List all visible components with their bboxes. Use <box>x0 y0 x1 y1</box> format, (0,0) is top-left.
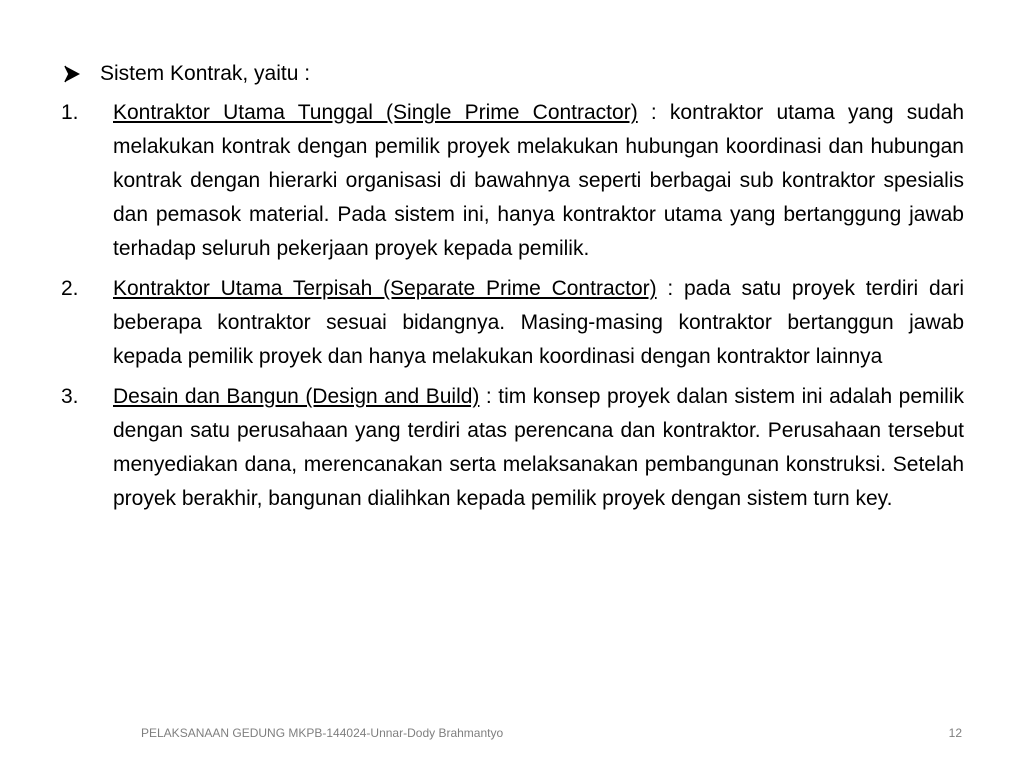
arrowhead-bullet-icon <box>63 65 100 83</box>
item-number: 1. <box>61 101 79 124</box>
item-term: Desain dan Bangun (Design and Build) <box>113 385 480 408</box>
heading-row <box>63 57 310 91</box>
page-number: 12 <box>948 726 962 740</box>
slide-footer <box>0 723 1024 745</box>
item-description: : tim konsep proyek dalan sistem ini adalah pemilik dengan satu perusahaan yang terdiri atas perencana dan kontraktor. Perusahaan tersebut menyediakan dana, merencanakan serta melaksanakan pembangunan konstruksi. Setelah proyek berakhir, bangunan dialihkan kepada pemilik proyek dengan sistem turn key. <box>113 385 964 510</box>
item-term: Kontraktor Utama Tunggal (Single Prime Contractor) <box>113 101 638 124</box>
footer-text: PELAKSANAAN GEDUNG MKPB-144024-Unnar-Dody Brahmantyo <box>141 726 504 740</box>
item-text <box>113 380 964 516</box>
item-number: 3. <box>61 385 79 408</box>
item-description: : pada satu proyek terdiri dari beberapa kontraktor sesuai bidangnya. Masing-masing kontraktor bertanggun jawab kepada pemilik proyek dan hanya melakukan koordinasi dengan kontraktor lainnya <box>113 277 964 368</box>
list-item <box>61 380 964 516</box>
item-number: 2. <box>61 277 79 300</box>
item-term: Kontraktor Utama Terpisah (Separate Prime Contractor) <box>113 277 657 300</box>
list-item <box>61 272 964 374</box>
item-description: : kontraktor utama yang sudah melakukan kontrak dengan pemilik proyek melakukan hubungan koordinasi dan hubungan kontrak dengan hierarki organisasi di bawahnya seperti berbagai sub kontraktor spesialis dan pemasok material. Pada sistem ini, hanya kontraktor utama yang bertanggung jawab terhadap seluruh pekerjaan proyek kepada pemilik. <box>113 101 964 260</box>
contract-system-list <box>61 96 964 522</box>
list-item <box>61 96 964 266</box>
slide-heading: Sistem Kontrak, yaitu : <box>100 62 311 85</box>
item-text <box>113 272 964 374</box>
item-text <box>113 96 964 266</box>
